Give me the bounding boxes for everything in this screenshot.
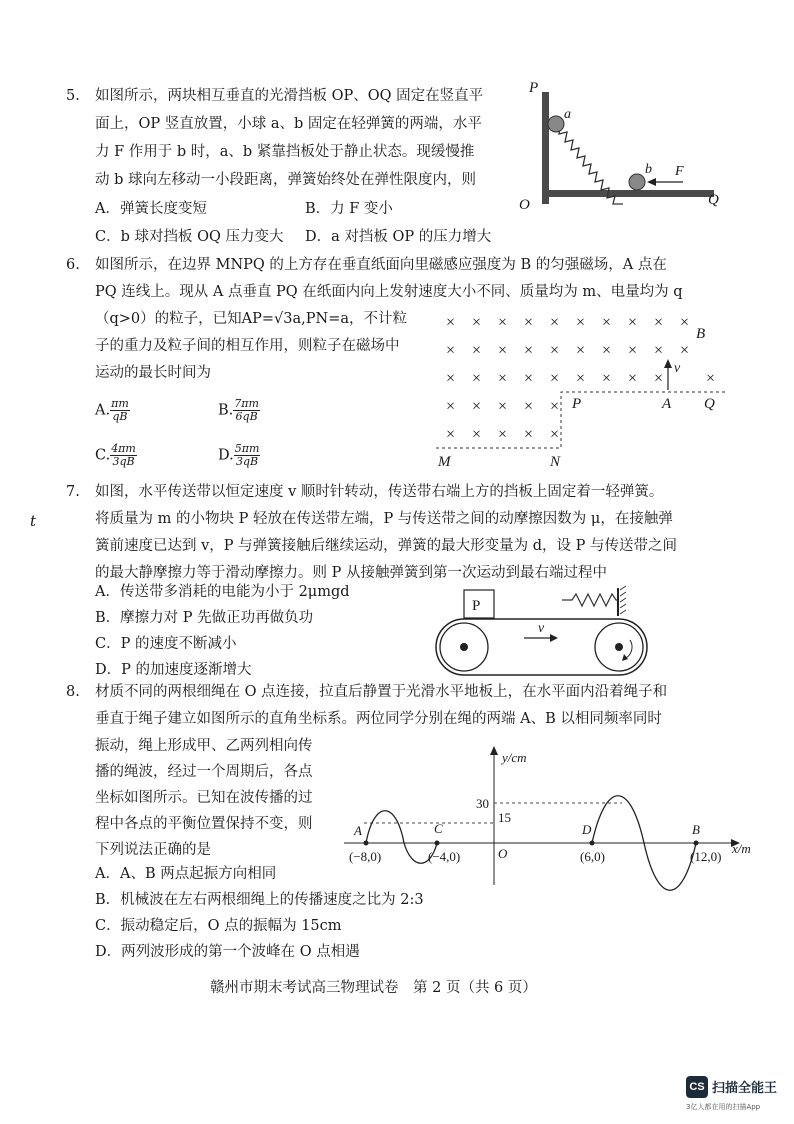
q6-option-c: C. $\frac{4\pi m}{3qB}$ [95, 442, 136, 469]
label-M: M [438, 454, 451, 470]
q5-option-c: C．b 球对挡板 OQ 压力变大 [95, 229, 284, 245]
label-B: B [696, 326, 706, 342]
q5-option-b: B．力 F 变小 [305, 201, 393, 217]
label-Q: Q [704, 396, 715, 412]
x-axis-label: x/m [732, 841, 751, 856]
field-cross: × [524, 398, 534, 415]
q7-line-1: 如图，水平传送带以恒定速度 v 顺时针转动，传送带右端上方的挡板上固定着一轻弹簧。 [95, 484, 664, 500]
field-cross: × [576, 342, 586, 359]
q6-line-5: 运动的最长时间为 [95, 365, 211, 381]
field-cross: × [654, 342, 664, 359]
field-cross: × [524, 370, 534, 387]
field-cross: × [446, 398, 456, 415]
field-cross: × [602, 370, 612, 387]
field-cross: × [498, 314, 508, 331]
field-cross: × [498, 398, 508, 415]
q5-figure [515, 78, 730, 213]
block-label-P: P [472, 598, 481, 614]
field-cross: × [472, 398, 482, 415]
q8-line-1: 材质不同的两根细绳在 O 点连接，拉直后静置于光滑水平地板上，在水平面内沿着绳子和 [95, 684, 668, 700]
ball-b [629, 174, 645, 190]
point-A: A [354, 823, 362, 838]
label-a: a [564, 107, 571, 122]
q5-option-a: A．弹簧长度变短 [95, 201, 207, 217]
field-cross: × [602, 314, 612, 331]
magnetic-field-crosses [446, 314, 715, 443]
coord-C: (−4,0) [428, 849, 461, 864]
field-cross: × [706, 370, 716, 387]
q8-line-3: 振动，绳上形成甲、乙两列相向传 [95, 738, 313, 754]
q8-number: 8. [66, 684, 80, 700]
tick-30: 30 [476, 796, 489, 811]
label-N: N [550, 454, 561, 470]
field-cross: × [550, 314, 560, 331]
field-cross: × [680, 314, 690, 331]
field-cross: × [550, 342, 560, 359]
camscanner-tagline: 3亿人都在用的扫描App [686, 1103, 761, 1111]
q7-option-d: D．P 的加速度逐渐增大 [95, 662, 252, 678]
label-v: v [538, 621, 545, 636]
field-cross: × [446, 426, 456, 443]
field-cross: × [628, 370, 638, 387]
q5-line-3: 力 F 作用于 b 时，a、b 紧靠挡板处于静止状态。现缓慢推 [95, 144, 475, 160]
q5-line-1: 如图所示，两块相互垂直的光滑挡板 OP、OQ 固定在竖直平 [95, 88, 484, 104]
q8-option-a: A．A、B 两点起振方向相同 [95, 866, 277, 882]
field-cross: × [446, 314, 456, 331]
field-cross: × [446, 370, 456, 387]
q7-option-c: C．P 的速度不断减小 [95, 636, 237, 652]
q6-figure [436, 308, 736, 470]
label-A: A [662, 396, 672, 412]
q5-line-4: 动 b 球向左移动一小段距离，弹簧始终处在弹性限度内，则 [95, 172, 476, 188]
label-v: v [674, 361, 681, 376]
q5-number: 5. [66, 88, 80, 104]
field-cross: × [550, 398, 560, 415]
y-axis-label: y/cm [502, 750, 527, 765]
q8-option-c: C．振动稳定后，O 点的振幅为 15cm [95, 918, 342, 934]
margin-mark: t [30, 512, 37, 530]
q6-option-d: D. $\frac{5\pi m}{3qB}$ [218, 442, 260, 469]
field-cross: × [472, 426, 482, 443]
field-cross: × [472, 342, 482, 359]
field-cross: × [498, 370, 508, 387]
q6-option-a: A. $\frac{\pi m}{qB}$ [95, 397, 129, 424]
field-cross: × [550, 370, 560, 387]
q6-number: 6. [66, 257, 80, 273]
field-cross: × [576, 370, 586, 387]
camscanner-logo: CS [686, 1076, 708, 1098]
point-B: B [692, 822, 700, 837]
q7-figure [434, 586, 664, 678]
q8-line-7: 下列说法正确的是 [95, 842, 211, 858]
field-cross: × [654, 370, 664, 387]
page-footer: 赣州市期末考试高三物理试卷 第 2 页（共 6 页） [210, 980, 537, 996]
field-cross: × [524, 426, 534, 443]
q7-option-b: B．摩擦力对 P 先做正功再做负功 [95, 610, 314, 626]
q5-line-2: 面上，OP 竖直放置，小球 a、b 固定在轻弹簧的两端，水平 [95, 116, 482, 132]
field-cross: × [576, 314, 586, 331]
q7-option-a: A．传送带多消耗的电能为小于 2μmgd [95, 584, 350, 600]
q7-line-3: 簧前速度已达到 v，P 与弹簧接触后继续运动，弹簧的最大形变量为 d，设 P 与传送带之间 [95, 538, 678, 554]
q8-line-5: 坐标如图所示。已知在波传播的过 [95, 790, 313, 806]
coord-D: (6,0) [580, 849, 605, 864]
coord-B: (12,0) [690, 849, 722, 864]
ball-a [548, 116, 564, 132]
label-O: O [519, 197, 530, 213]
q8-figure [344, 740, 764, 890]
q8-option-d: D．两列波形成的第一个波峰在 O 点相遇 [95, 944, 360, 960]
field-cross: × [550, 426, 560, 443]
field-cross: × [472, 314, 482, 331]
q5-option-d: D．a 对挡板 OP 的压力增大 [305, 229, 492, 245]
q8-option-b: B．机械波在左右两根细绳上的传播速度之比为 2:3 [95, 892, 424, 908]
q6-option-b: B. $\frac{7\pi m}{6qB}$ [218, 397, 259, 424]
coord-A: (−8,0) [349, 849, 382, 864]
q8-line-4: 播的绳波，经过一个周期后，各点 [95, 764, 313, 780]
camscanner-name: 扫描全能王 [712, 1081, 778, 1096]
point-D: D [582, 822, 592, 837]
label-b: b [645, 162, 652, 177]
field-cross: × [680, 342, 690, 359]
tick-15: 15 [498, 810, 511, 825]
q6-line-3: （q>0）的粒子，已知AP=√3a,PN=a，不计粒 [95, 311, 407, 327]
q6-line-2: PQ 连线上。现从 A 点垂直 PQ 在纸面内向上发射速度大小不同、质量均为 m、电量均为 q [95, 284, 683, 300]
point-O: O [498, 846, 508, 861]
field-cross: × [602, 342, 612, 359]
field-cross: × [654, 314, 664, 331]
q7-line-4: 的最大静摩擦力等于滑动摩擦力。则 P 从接触弹簧到第一次运动到最右端过程中 [95, 565, 607, 581]
q7-line-2: 将质量为 m 的小物块 P 轻放在传送带左端，P 与传送带之间的动摩擦因数为 μ，在接触弹 [95, 511, 673, 527]
field-cross: × [628, 342, 638, 359]
q8-line-6: 程中各点的平衡位置保持不变，则 [95, 816, 313, 832]
field-cross: × [524, 342, 534, 359]
field-cross: × [446, 342, 456, 359]
label-F: F [675, 164, 684, 179]
q8-line-2: 垂直于绳子建立如图所示的直角坐标系。两位同学分别在绳的两端 A、B 以相同频率同时 [95, 711, 662, 727]
label-Q: Q [708, 192, 719, 208]
label-P: P [572, 396, 582, 412]
field-cross: × [472, 370, 482, 387]
q6-line-1: 如图所示，在边界 MNPQ 的上方存在垂直纸面向里磁感应强度为 B 的匀强磁场，A 点在 [95, 257, 667, 273]
q6-line-4: 子的重力及粒子间的相互作用，则粒子在磁场中 [95, 338, 400, 354]
field-cross: × [498, 426, 508, 443]
point-C: C [434, 821, 443, 836]
label-P: P [529, 80, 539, 96]
field-cross: × [524, 314, 534, 331]
field-cross: × [498, 342, 508, 359]
field-cross: × [628, 314, 638, 331]
q7-number: 7. [66, 484, 80, 500]
